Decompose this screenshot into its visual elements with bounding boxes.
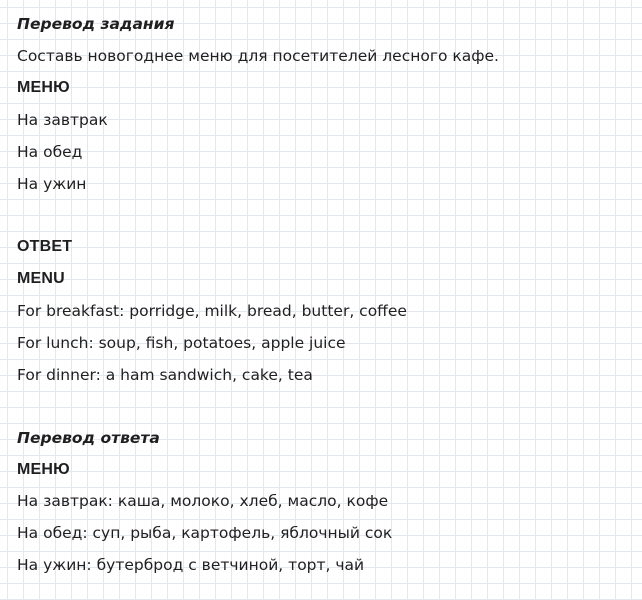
task-menu-item-breakfast: На завтрак <box>17 111 108 129</box>
answer-item-breakfast: For breakfast: porridge, milk, bread, butter, coffee <box>17 302 407 320</box>
answer-translation-item-lunch: На обед: суп, рыба, картофель, яблочный сок <box>17 524 393 542</box>
answer-translation-item-dinner: На ужин: бутерброд с ветчиной, торт, чай <box>17 556 365 574</box>
task-menu-title: МЕНЮ <box>17 79 70 96</box>
answer-item-dinner: For dinner: a ham sandwich, cake, tea <box>17 366 313 384</box>
answer-translation-heading: Перевод ответа <box>17 429 160 447</box>
task-menu-item-lunch: На обед <box>17 143 83 161</box>
answer-translation-item-breakfast: На завтрак: каша, молоко, хлеб, масло, кофе <box>17 492 389 510</box>
task-text: Составь новогоднее меню для посетителей лесного кафе. <box>17 47 499 65</box>
task-translation-heading: Перевод задания <box>17 15 175 33</box>
answer-heading: ОТВЕТ <box>17 238 73 255</box>
answer-menu-title: MENU <box>17 270 65 287</box>
task-menu-item-dinner: На ужин <box>17 175 87 193</box>
answer-item-lunch: For lunch: soup, fish, potatoes, apple juice <box>17 334 346 352</box>
answer-translation-menu-title: МЕНЮ <box>17 461 70 478</box>
